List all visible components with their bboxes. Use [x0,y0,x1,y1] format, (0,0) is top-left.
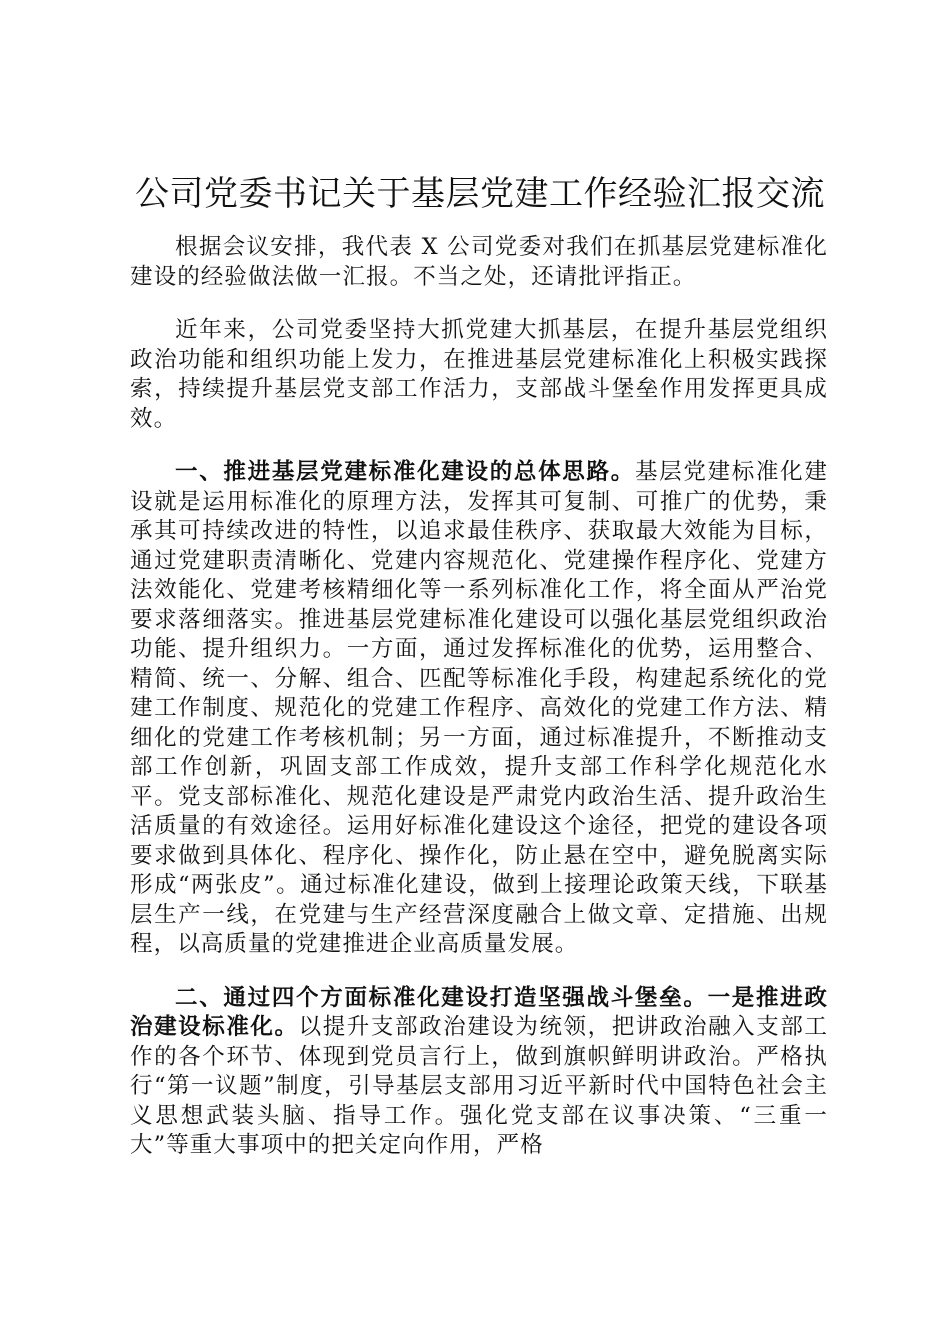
paragraph-text: 以提升支部政治建设为统领，把讲政治融入支部工作的各个环节、体现到党员言行上，做到旗帜鲜明讲政治。严格执行“第一议题”制度，引导基层支部用习近平新时代中国特色社会主义思想武装头脑、指导工作。强化党支部在议事决策、“三重一大”等重大事项中的把关定向作用，严格 [130,1014,829,1158]
document-body [130,233,828,1185]
paragraph-section-one [130,458,828,960]
paragraph-background [130,316,828,434]
section-heading: 一、推进基层党建标准化建设的总体思路。 [175,459,635,485]
paragraph-text: 根据会议安排，我代表 X 公司党委对我们在抓基层党建标准化建设的经验做法做一汇报。不当之处，还请批评指正。 [130,234,828,290]
paragraph-text: 基层党建标准化建设就是运用标准化的原理方法，发挥其可复制、可推广的优势，秉承其可持续改进的特性，以追求最佳秩序、获取最大效能为目标，通过党建职责清晰化、党建内容规范化、党建操作程序化、党建方法效能化、党建考核精细化等一系列标准化工作，将全面从严治党要求落细落实。推进基层党建标准化建设可以强化基层党组织政治功能、提升组织力。一方面，通过发挥标准化的优势，运用整合、精简、统一、分解、组合、匹配等标准化手段，构建起系统化的党建工作制度、规范化的党建工作程序、高效化的党建工作方法、精细化的党建工作考核机制；另一方面，通过标准提升，不断推动支部工作创新，巩固支部工作成效，提升支部工作科学化规范化水平。党支部标准化、规范化建设是严肃党内政治生活、提升政治生活质量的有效途径。运用好标准化建设这个途径，把党的建设各项要求做到具体化、程序化、操作化，防止悬在空中，避免脱离实际形成“两张皮”。通过标准化建设，做到上接理论政策天线，下联基层生产一线，在党建与生产经营深度融合上做文章、定措施、出规程，以高质量的党建推进企业高质量发展。 [130,459,828,957]
paragraph-intro [130,233,828,292]
section-heading: 二、通过四个方面标准化建设打造坚强战斗堡垒。 [175,984,708,1011]
subsection-heading: 一是推进政治建设标准化。 [130,984,828,1040]
paragraph-section-two [130,984,828,1161]
paragraph-text: 近年来，公司党委坚持大抓党建大抓基层，在提升基层党组织政治功能和组织功能上发力，在推进基层党建标准化上积极实践探索，持续提升基层党支部工作活力，支部战斗堡垒作用发挥更具成效。 [130,317,828,432]
document-title: 公司党委书记关于基层党建工作经验汇报交流 [135,174,825,214]
